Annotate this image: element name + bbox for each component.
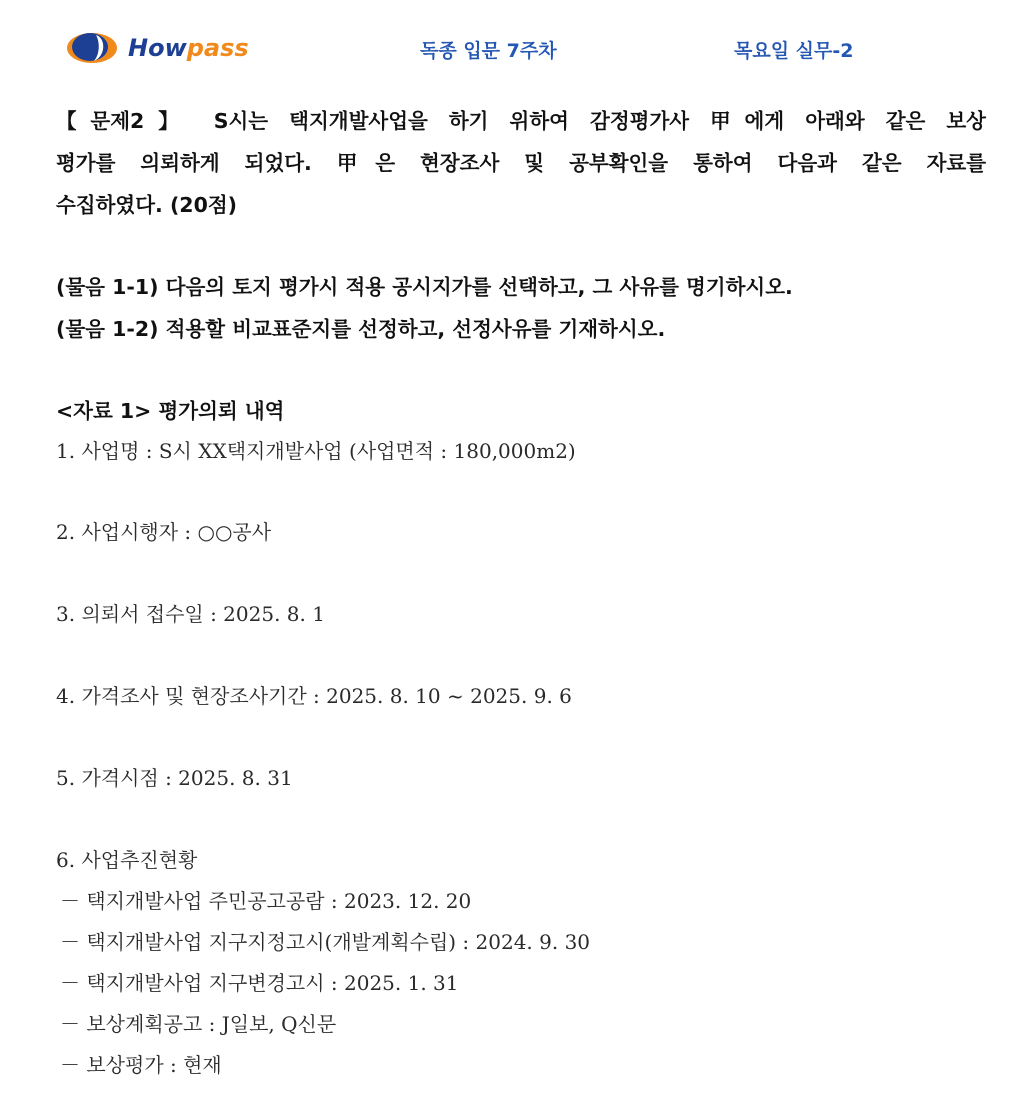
course-title: 독종 입문 7주차 <box>420 40 557 62</box>
progress-item: － 보상계획공고 : J일보, Q신문 <box>60 1012 337 1036</box>
progress-item: － 보상평가 : 현재 <box>60 1053 222 1077</box>
logo-text-main: How <box>128 34 187 62</box>
progress-item: － 택지개발사업 주민공고공람 : 2023. 12. 20 <box>60 889 472 913</box>
logo-text <box>128 34 249 62</box>
material-item-4: 4. 가격조사 및 현장조사기간 : 2025. 8. 10 ~ 2025. 9. 6 <box>56 684 572 708</box>
page-header <box>0 0 1024 90</box>
material-item-1: 1. 사업명 : S시 XX택지개발사업 (사업면적 : 180,000m2) <box>56 439 576 463</box>
sub-question-1-2: (물음 1-2) 적용할 비교표준지를 선정하고, 선정사유를 기재하시오. <box>56 317 666 341</box>
question-line-1: 【문제2】 S시는 택지개발사업을 하기 위하여 감정평가사 甲에게 아래와 같은 보상 <box>56 109 986 133</box>
logo-icon <box>66 30 122 66</box>
logo-text-accent: pass <box>186 34 249 62</box>
question-line-2: 평가를 의뢰하게 되었다. 甲은 현장조사 및 공부확인을 통하여 다음과 같은 자료를 <box>56 151 986 175</box>
material-item-2: 2. 사업시행자 : ○○공사 <box>56 520 272 544</box>
sub-question-1-1: (물음 1-1) 다음의 토지 평가시 적용 공시지가를 선택하고, 그 사유를 명기하시오. <box>56 275 793 299</box>
material-item-6: 6. 사업추진현황 <box>56 848 198 872</box>
session-title: 목요일 실무-2 <box>734 40 854 62</box>
progress-item: － 택지개발사업 지구지정고시(개발계획수립) : 2024. 9. 30 <box>60 930 591 954</box>
question-line-3: 수집하였다. (20점) <box>56 193 238 217</box>
material-item-3: 3. 의뢰서 접수일 : 2025. 8. 1 <box>56 602 325 626</box>
progress-item: － 택지개발사업 지구변경고시 : 2025. 1. 31 <box>60 971 459 995</box>
material-item-5: 5. 가격시점 : 2025. 8. 31 <box>56 766 293 790</box>
material-title: <자료 1> 평가의뢰 내역 <box>56 399 285 423</box>
